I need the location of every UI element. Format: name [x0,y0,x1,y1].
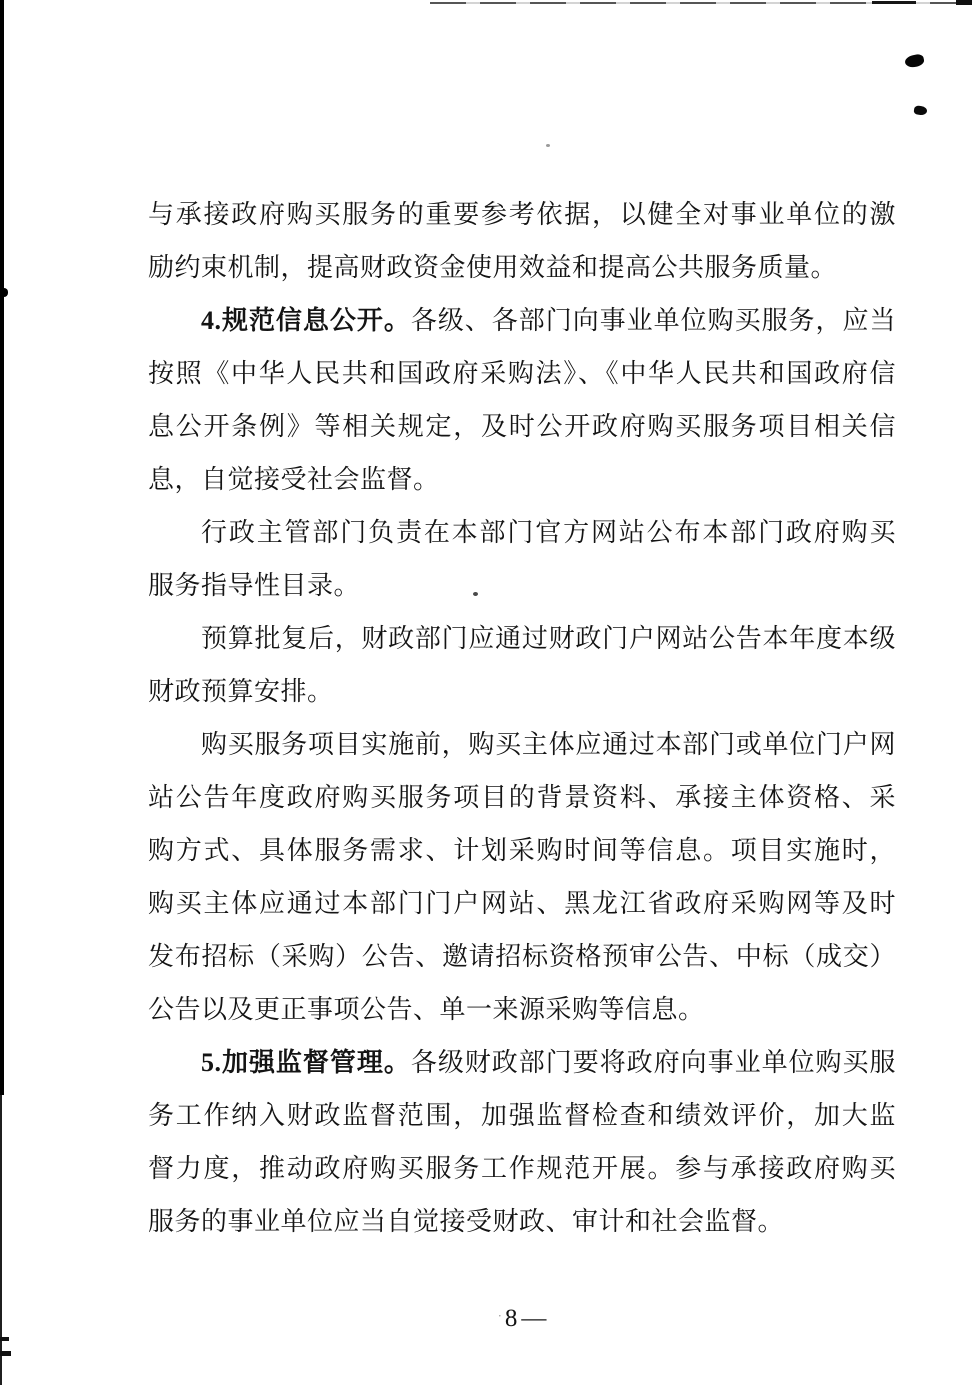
text-line-content: 息，自觉接受社会监督。 [148,465,440,494]
text-line [148,877,896,930]
text-line-content: 公告以及更正事项公告、单一来源采购等信息。 [148,995,705,1024]
text-line [148,453,896,506]
text-line [148,612,896,665]
text-line-content: 督力度，推动政府购买服务工作规范开展。参与承接政府购买 [148,1154,896,1183]
text-line-content: 购方式、具体服务需求、计划采购时间等信息。项目实施时， [148,836,896,865]
text-line [148,930,896,983]
numbered-heading: 4.规范信息公开。 [201,306,411,335]
text-line-content: 行政主管部门负责在本部门官方网站公布本部门政府购买 [201,518,896,547]
text-line-content: 发布招标（采购）公告、邀请招标资格预审公告、中标（成交） [148,942,896,971]
page-footer [148,1296,896,1339]
text-line-content: 服务指导性目录。 [148,571,361,600]
scan-edge-artifact-left-top [0,0,4,1095]
text-line [148,824,896,877]
footer-faint-mark: · [497,1308,502,1323]
text-line-content: 购买主体应通过本部门门户网站、黑龙江省政府采购网等及时 [148,889,896,918]
text-line [148,294,896,347]
text-line [148,1036,896,1089]
scan-edge-artifact-top-corner [956,0,972,5]
text-line-content: 预算批复后，财政部门应通过财政门户网站公告本年度本级 [201,624,896,653]
text-line-content: 购买服务项目实施前，购买主体应通过本部门或单位门户网 [201,730,896,759]
footer-dash: — [521,1305,547,1332]
text-line [148,188,896,241]
text-line [148,347,896,400]
text-line-content: 按照《中华人民共和国政府采购法》、《中华人民共和国政府信 [148,359,896,388]
text-lines [148,188,896,1248]
text-line-content: 服务的事业单位应当自觉接受财政、审计和社会监督。 [148,1207,785,1236]
text-line [148,1089,896,1142]
text-line-content: 励约束机制，提高财政资金使用效益和提高公共服务质量。 [148,253,838,282]
text-line [148,1142,896,1195]
text-line [148,559,896,612]
text-line [148,400,896,453]
scan-edge-artifact-left-bottom [0,1095,2,1385]
scan-speck [546,144,550,147]
text-line [148,665,896,718]
scan-speck [0,1351,11,1356]
scan-speck [0,1337,9,1341]
text-line-content: 站公告年度政府购买服务项目的背景资料、承接主体资格、采 [148,783,896,812]
ink-blob [913,105,927,116]
text-line [148,506,896,559]
text-line-content: 与承接政府购买服务的重要参考依据，以健全对事业单位的激 [148,200,896,229]
text-line-content: 财政预算安排。 [148,677,334,706]
text-line-content: 各级财政部门要将政府向事业单位购买服 [410,1048,896,1077]
text-line [148,983,896,1036]
text-line-content: 各级、各部门向事业单位购买服务，应当 [410,306,896,335]
text-line [148,771,896,824]
footer-page-number: 8 [504,1305,518,1332]
scan-edge-artifact-top-dark [872,1,916,4]
text-line-content: 务工作纳入财政监督范围，加强监督检查和绩效评价，加大监 [148,1101,896,1130]
ink-blob [904,53,925,69]
text-line [148,241,896,294]
scan-edge-artifact-left-notch [0,288,8,297]
text-line-content: 息公开条例》等相关规定，及时公开政府购买服务项目相关信 [148,412,896,441]
text-line [148,718,896,771]
numbered-heading: 5.加强监督管理。 [201,1048,411,1077]
text-line [148,1195,896,1248]
